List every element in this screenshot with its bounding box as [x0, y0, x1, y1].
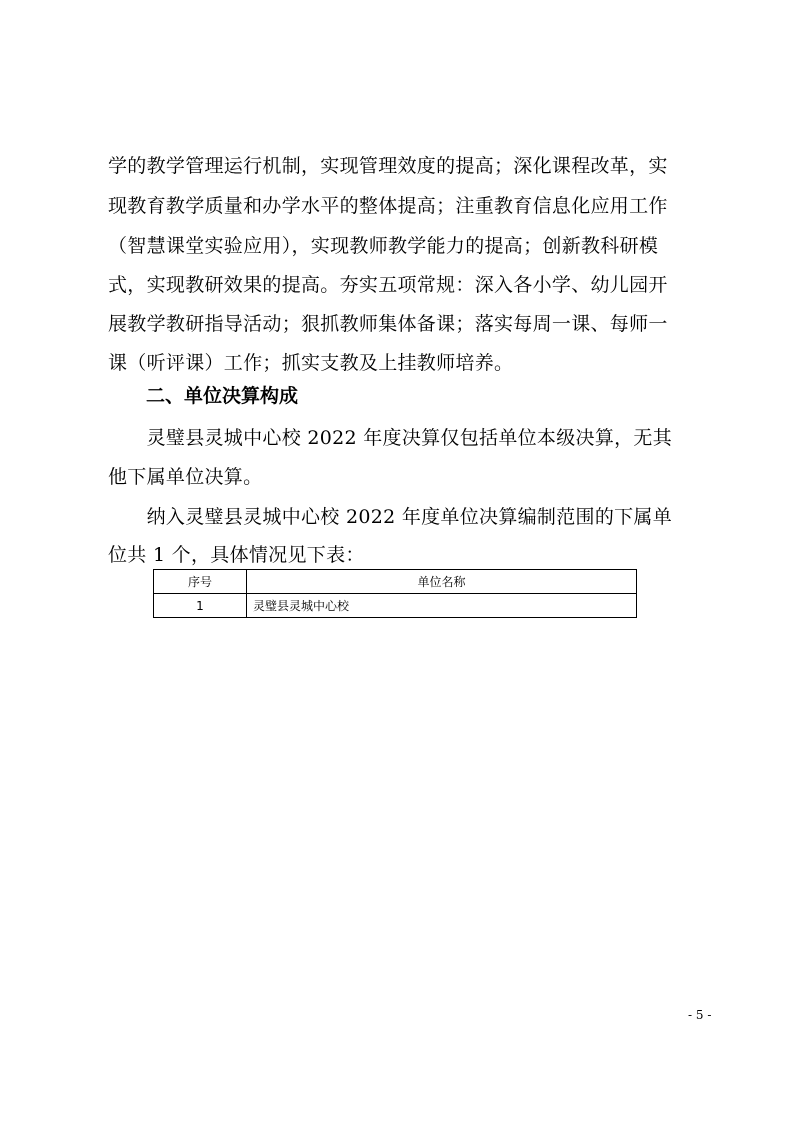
paragraph-line: 现教育教学质量和办学水平的整体提高；注重教育信息化应用工作: [108, 195, 668, 217]
header-index: 序号: [154, 570, 247, 594]
table-row: [154, 594, 637, 618]
paragraph-line: 灵璧县灵城中心校 2022 年度决算仅包括单位本级决算，无其: [108, 427, 673, 449]
paragraph-line: 式，实现教研效果的提高。夯实五项常规：深入各小学、幼儿园开: [108, 274, 668, 296]
paragraph-line: 位共 1 个，具体情况见下表：: [108, 544, 365, 566]
table-header-row: [154, 570, 637, 594]
section-heading: 二、单位决算构成: [146, 385, 299, 407]
paragraph-line: 课（听评课）工作；抓实支教及上挂教师培养。: [108, 352, 514, 374]
header-unit-name: 单位名称: [247, 570, 637, 594]
unit-table: [153, 569, 637, 618]
paragraph-line: 学的教学管理运行机制，实现管理效度的提高；深化课程改革，实: [108, 155, 668, 177]
paragraph-line: 展教学教研指导活动；狠抓教师集体备课；落实每周一课、每师一: [108, 313, 668, 335]
paragraph-line: 他下属单位决算。: [108, 466, 263, 488]
page-number: - 5 -: [688, 1008, 712, 1022]
paragraph-line: （智慧课堂实验应用），实现教师教学能力的提高；创新教科研模: [108, 235, 659, 257]
paragraph-line: 纳入灵璧县灵城中心校 2022 年度单位决算编制范围的下属单: [108, 506, 673, 528]
cell-index: 1: [154, 594, 247, 618]
cell-unit-name: 灵璧县灵城中心校: [247, 594, 637, 618]
